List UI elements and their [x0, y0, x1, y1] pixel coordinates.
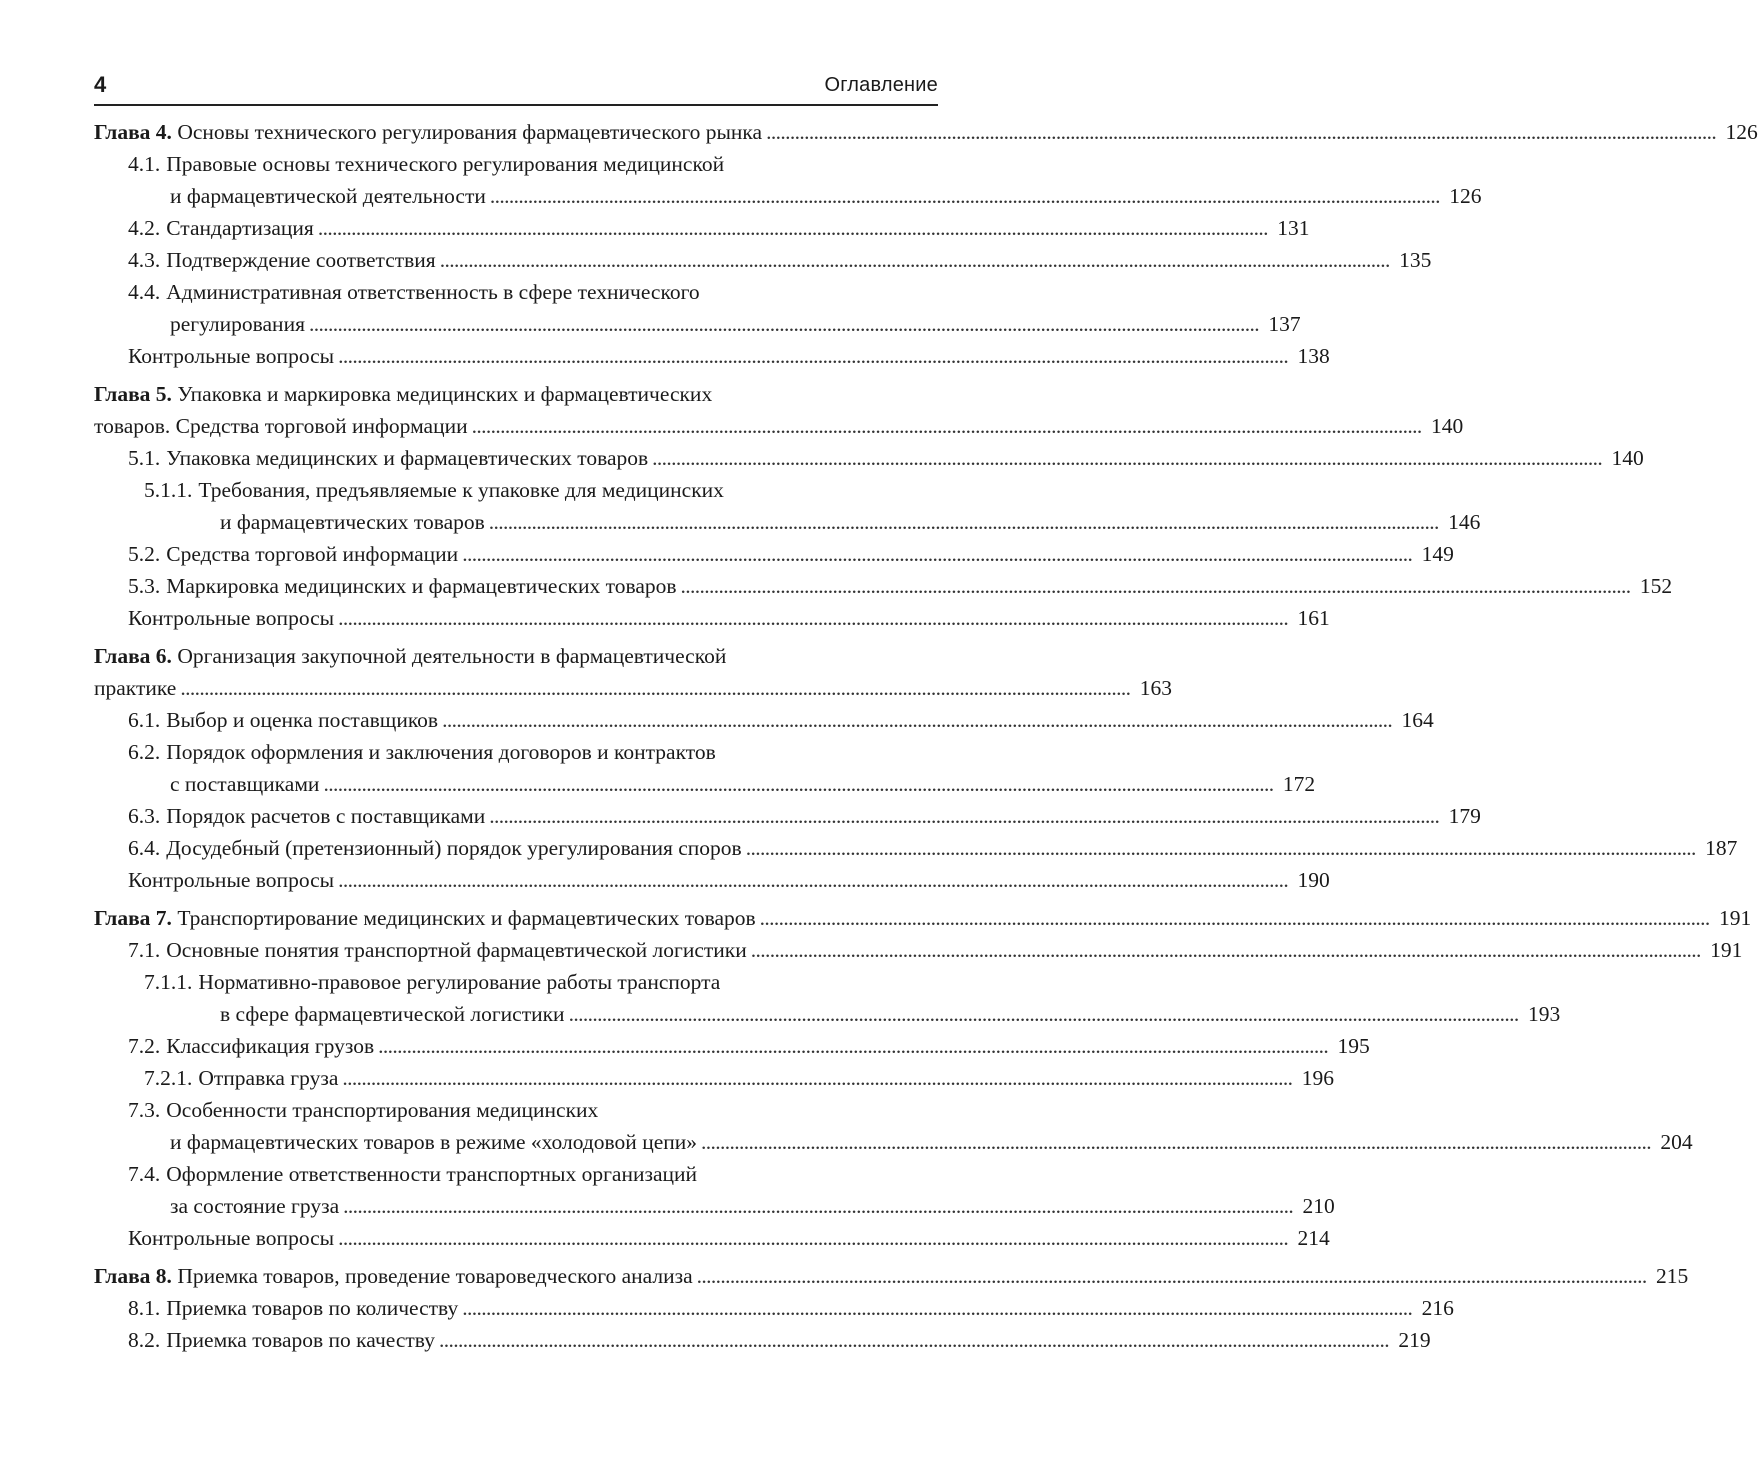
entry-title-wrap — [128, 1222, 334, 1254]
entry-line — [128, 570, 1673, 602]
leader-dots — [751, 934, 1699, 966]
toc-chapter — [94, 640, 1738, 896]
entry-title: регулирования — [170, 312, 305, 336]
chapter-heading[interactable] — [94, 378, 1464, 442]
entry-title-wrap — [128, 244, 436, 276]
entry-lead-line — [128, 276, 938, 308]
leader-dots — [697, 1260, 1645, 1292]
toc-entry[interactable] — [94, 1324, 1431, 1356]
entry-title-lead: Требования, предъявляемые к упаковке для медицинских — [198, 478, 724, 502]
entry-line — [144, 1062, 1334, 1094]
entry-title: Выбор и оценка поставщиков — [166, 708, 439, 732]
entry-page: 135 — [1399, 248, 1432, 272]
entry-page: 210 — [1302, 1194, 1335, 1218]
entry-line — [128, 1190, 1335, 1222]
entry-page: 191 — [1710, 938, 1743, 962]
entry-lead-line — [128, 148, 938, 180]
toc-entry[interactable] — [94, 570, 1673, 602]
entry-title-wrap — [128, 538, 458, 570]
entry-title: Упаковка медицинских и фармацевтических товаров — [166, 446, 649, 470]
toc-entry[interactable] — [94, 1030, 1370, 1062]
toc-chapter — [94, 902, 1752, 1254]
chapter-heading-lead — [94, 378, 938, 410]
leader-dots — [343, 1190, 1291, 1222]
chapter-page: 140 — [1430, 414, 1464, 438]
toc-entry[interactable] — [94, 538, 1454, 570]
entry-title-lead: Административная ответственность в сфере технического — [166, 280, 700, 304]
entry-page: 214 — [1297, 1226, 1330, 1250]
section-number: 5.1.1. — [144, 478, 193, 502]
section-number: 6.2. — [128, 740, 161, 764]
entry-page: 126 — [1449, 184, 1482, 208]
section-number: 6.4. — [128, 836, 161, 860]
section-number: 8.1. — [128, 1296, 161, 1320]
entry-page: 138 — [1297, 344, 1330, 368]
leader-dots — [490, 180, 1438, 212]
chapter-heading-line — [94, 1260, 1689, 1292]
toc-entry[interactable] — [94, 340, 1330, 372]
chapter-title-wrap — [94, 1260, 693, 1292]
leader-dots — [342, 1062, 1290, 1094]
leader-dots — [440, 244, 1388, 276]
entry-line — [128, 1222, 1330, 1254]
leader-dots — [489, 800, 1437, 832]
section-number: 7.2.1. — [144, 1066, 193, 1090]
section-number: 7.1.1. — [144, 970, 193, 994]
toc-entry[interactable] — [94, 1094, 1693, 1158]
entry-title: Отправка груза — [198, 1066, 339, 1090]
entry-title-wrap — [128, 1324, 435, 1356]
toc-entry[interactable] — [94, 276, 1301, 340]
section-number: 6.3. — [128, 804, 161, 828]
entry-title: Досудебный (претензионный) порядок урегулирования споров — [166, 836, 742, 860]
chapter-label: Глава 4. — [94, 120, 172, 144]
chapter-heading[interactable] — [94, 902, 1752, 934]
entry-page: 137 — [1268, 312, 1301, 336]
entry-page: 149 — [1421, 542, 1454, 566]
entry-title: и фармацевтических товаров — [220, 510, 485, 534]
entry-title: и фармацевтической деятельности — [170, 184, 486, 208]
entry-line — [144, 998, 1561, 1030]
entry-lead-line — [144, 966, 938, 998]
section-number: 5.3. — [128, 574, 161, 598]
entry-page: 131 — [1277, 216, 1310, 240]
leader-dots — [338, 1222, 1286, 1254]
entry-title-wrap — [128, 340, 334, 372]
entry-title-lead: Оформление ответственности транспортных организаций — [166, 1162, 698, 1186]
entry-line — [128, 934, 1743, 966]
leader-dots — [701, 1126, 1649, 1158]
section-number: 6.1. — [128, 708, 161, 732]
entry-title: Маркировка медицинских и фармацевтических товаров — [166, 574, 677, 598]
chapter-title-wrap — [94, 902, 756, 934]
leader-dots — [760, 902, 1708, 934]
chapter-title: Транспортирование медицинских и фармацевтических товаров — [177, 906, 756, 930]
entry-title: Классификация грузов — [166, 1034, 375, 1058]
toc-entry[interactable] — [94, 442, 1644, 474]
section-number: 5.1. — [128, 446, 161, 470]
toc-chapter — [94, 378, 1673, 634]
section-number: 8.2. — [128, 1328, 161, 1352]
toc-entry[interactable] — [94, 1062, 1334, 1094]
section-number: 7.1. — [128, 938, 161, 962]
entry-title-wrap — [128, 212, 314, 244]
chapter-page: 163 — [1139, 676, 1172, 700]
toc-entry[interactable] — [94, 212, 1310, 244]
entry-title-wrap — [128, 602, 334, 634]
entry-title: Контрольные вопросы — [128, 868, 335, 892]
leader-dots — [442, 704, 1390, 736]
entry-page: 161 — [1297, 606, 1330, 630]
chapter-page: 126 — [1725, 120, 1758, 144]
entry-line — [128, 602, 1330, 634]
leader-dots — [338, 340, 1286, 372]
leader-dots — [180, 672, 1128, 704]
toc-entry[interactable] — [94, 800, 1481, 832]
toc-entry[interactable] — [94, 1222, 1330, 1254]
entry-line — [128, 800, 1481, 832]
chapter-heading-line — [94, 410, 1464, 442]
entry-page: 187 — [1705, 836, 1738, 860]
entry-title: в сфере фармацевтической логистики — [220, 1002, 565, 1026]
entry-line — [128, 1324, 1431, 1356]
leader-dots — [323, 768, 1271, 800]
entry-title-lead: Особенности транспортирования медицинских — [166, 1098, 599, 1122]
leader-dots — [472, 410, 1420, 442]
chapter-label: Глава 8. — [94, 1264, 172, 1288]
entry-line — [128, 538, 1454, 570]
entry-title-wrap — [128, 442, 648, 474]
section-number: 4.4. — [128, 280, 161, 304]
entry-line — [128, 340, 1330, 372]
entry-line — [128, 180, 1482, 212]
chapter-label: Глава 5. — [94, 382, 172, 406]
entry-line — [128, 864, 1330, 896]
entry-title-lead: Порядок оформления и заключения договоров и контрактов — [166, 740, 716, 764]
entry-title: Порядок расчетов с поставщиками — [166, 804, 486, 828]
entry-line — [128, 832, 1738, 864]
running-title: Оглавление — [824, 74, 938, 96]
entry-title-lead: Нормативно-правовое регулирование работы транспорта — [198, 970, 721, 994]
leader-dots — [681, 570, 1629, 602]
section-number: 7.3. — [128, 1098, 161, 1122]
chapter-heading[interactable] — [94, 1260, 1689, 1292]
page-header — [94, 62, 938, 106]
leader-dots — [766, 116, 1714, 148]
entry-line — [128, 212, 1310, 244]
toc-entry[interactable] — [94, 148, 1482, 212]
leader-dots — [462, 1292, 1410, 1324]
toc-entry[interactable] — [94, 704, 1434, 736]
leader-dots — [439, 1324, 1387, 1356]
entry-title: Стандартизация — [166, 216, 314, 240]
entry-line — [128, 768, 1316, 800]
entry-title-wrap — [128, 800, 485, 832]
section-number: 4.2. — [128, 216, 161, 240]
entry-title: Подтверждение соответствия — [166, 248, 436, 272]
entry-page: 216 — [1421, 1296, 1454, 1320]
section-number: 4.1. — [128, 152, 161, 176]
entry-line — [128, 704, 1434, 736]
toc-entry[interactable] — [94, 1292, 1454, 1324]
entry-title: Приемка товаров по количеству — [166, 1296, 459, 1320]
entry-title-wrap — [128, 832, 742, 864]
leader-dots — [746, 832, 1694, 864]
entry-lead-line — [144, 474, 938, 506]
entry-page: 172 — [1282, 772, 1316, 796]
leader-dots — [309, 308, 1257, 340]
entry-line — [128, 442, 1644, 474]
leader-dots — [652, 442, 1600, 474]
entry-lead-line — [128, 1094, 938, 1126]
table-of-contents — [94, 116, 1758, 1362]
chapter-title-lead: Упаковка и маркировка медицинских и фармацевтических — [177, 382, 713, 406]
entry-title: Средства торговой информации — [166, 542, 459, 566]
entry-title-wrap — [128, 864, 334, 896]
entry-title: Контрольные вопросы — [128, 344, 335, 368]
entry-title-wrap — [128, 704, 438, 736]
chapter-heading-line — [94, 902, 1752, 934]
entry-page: 196 — [1301, 1066, 1334, 1090]
toc-entry[interactable] — [94, 864, 1330, 896]
leader-dots — [462, 538, 1410, 570]
toc-entry[interactable] — [94, 602, 1330, 634]
entry-title: Приемка товаров по качеству — [166, 1328, 435, 1352]
toc-entry[interactable] — [94, 934, 1743, 966]
leader-dots — [569, 998, 1517, 1030]
entry-title-wrap — [128, 1030, 374, 1062]
toc-entry[interactable] — [94, 474, 1481, 538]
chapter-heading[interactable] — [94, 640, 1172, 704]
entry-page: 190 — [1297, 868, 1330, 892]
section-number: 5.2. — [128, 542, 161, 566]
entry-page: 195 — [1337, 1034, 1370, 1058]
entry-line — [144, 506, 1481, 538]
chapter-page: 191 — [1719, 906, 1752, 930]
entry-title-wrap — [128, 934, 747, 966]
toc-entry[interactable] — [94, 966, 1561, 1030]
entry-line — [128, 308, 1301, 340]
entry-lead-line — [128, 1158, 938, 1190]
entry-line — [128, 1126, 1693, 1158]
toc-entry[interactable] — [94, 244, 1432, 276]
toc-chapter — [94, 1260, 1689, 1356]
chapter-heading-line — [94, 116, 1758, 148]
entry-title-wrap — [144, 1062, 338, 1094]
chapter-heading[interactable] — [94, 116, 1758, 148]
leader-dots — [338, 602, 1286, 634]
entry-page: 179 — [1448, 804, 1481, 828]
section-number: 7.4. — [128, 1162, 161, 1186]
chapter-title-lead: Организация закупочной деятельности в фармацевтической — [177, 644, 727, 668]
entry-page: 140 — [1611, 446, 1644, 470]
leader-dots — [318, 212, 1266, 244]
entry-line — [128, 1030, 1370, 1062]
page-number: 4 — [94, 72, 107, 97]
chapter-page: 215 — [1656, 1264, 1689, 1288]
entry-page: 146 — [1448, 510, 1481, 534]
section-number: 4.3. — [128, 248, 161, 272]
toc-entry[interactable] — [94, 1158, 1335, 1222]
toc-chapter — [94, 116, 1758, 372]
chapter-label: Глава 7. — [94, 906, 172, 930]
entry-page: 152 — [1639, 574, 1673, 598]
chapter-title-wrap — [94, 116, 762, 148]
entry-line — [128, 244, 1432, 276]
chapter-title: Основы технического регулирования фармацевтического рынка — [177, 120, 763, 144]
entry-title-wrap — [128, 570, 677, 602]
leader-dots — [338, 864, 1286, 896]
entry-title: и фармацевтических товаров в режиме «холодовой цепи» — [170, 1130, 698, 1154]
chapter-title: практике — [94, 676, 177, 700]
leader-dots — [489, 506, 1437, 538]
leader-dots — [378, 1030, 1326, 1062]
chapter-heading-line — [94, 672, 1172, 704]
chapter-title: Приемка товаров, проведение товароведческого анализа — [177, 1264, 693, 1288]
chapter-heading-lead — [94, 640, 938, 672]
toc-entry[interactable] — [94, 736, 1316, 800]
chapter-title: товаров. Средства торговой информации — [94, 414, 468, 438]
entry-title: Контрольные вопросы — [128, 1226, 335, 1250]
entry-line — [128, 1292, 1454, 1324]
toc-entry[interactable] — [94, 832, 1738, 864]
section-number: 7.2. — [128, 1034, 161, 1058]
chapter-label: Глава 6. — [94, 644, 172, 668]
entry-title: Контрольные вопросы — [128, 606, 335, 630]
entry-title: с поставщиками — [170, 772, 320, 796]
entry-page: 204 — [1660, 1130, 1693, 1154]
entry-title-lead: Правовые основы технического регулирования медицинской — [166, 152, 725, 176]
entry-title: за состояние груза — [170, 1194, 340, 1218]
entry-page: 193 — [1527, 1002, 1561, 1026]
entry-title: Основные понятия транспортной фармацевтической логистики — [166, 938, 747, 962]
entry-page: 164 — [1401, 708, 1434, 732]
entry-title-wrap — [128, 1292, 458, 1324]
entry-page: 219 — [1398, 1328, 1431, 1352]
entry-lead-line — [128, 736, 938, 768]
